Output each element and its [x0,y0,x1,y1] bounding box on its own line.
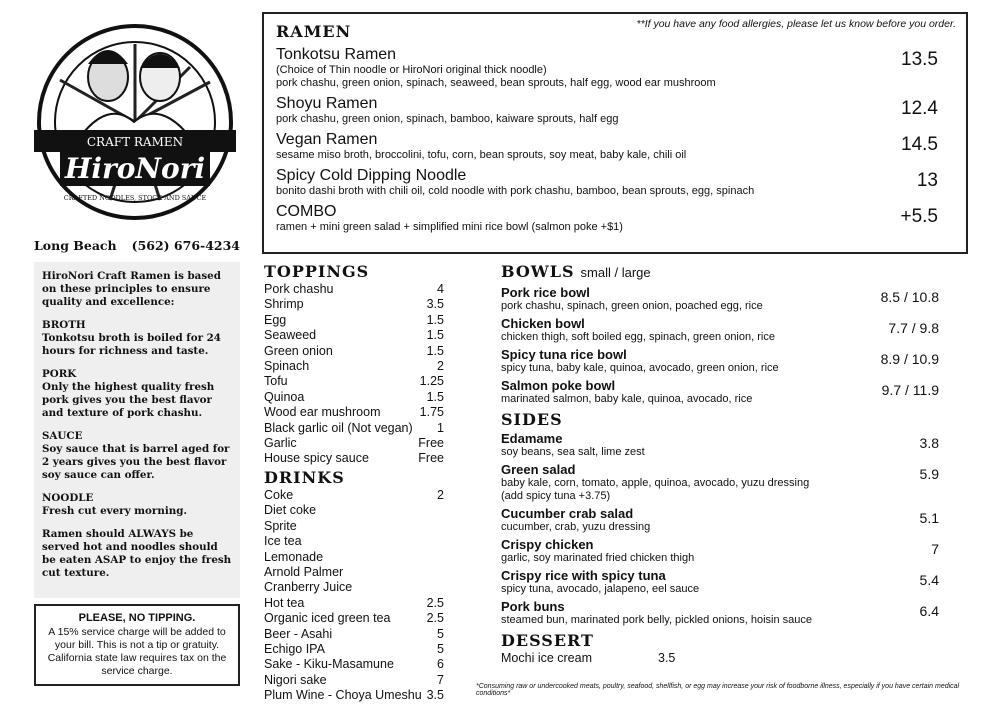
drink-row [264,596,444,611]
location-bar [34,238,240,253]
menu-item [276,166,954,198]
about-text: Soy sauce that is barrel aged for 2 years gives you the best flavor soy sauce can offer. [42,443,230,481]
menu-item [501,347,941,375]
item-name: Cucumber crab salad [501,506,634,521]
item-name: Spicy Cold Dipping Noodle [276,167,467,184]
topping-row [264,436,444,451]
bowls-title: BOWLS [501,262,575,281]
drink-price: 6 [437,657,444,672]
item-name: Edamame [501,431,563,446]
item-note: (Choice of Thin noodle or HiroNori original thick noodle) [276,64,547,76]
drink-row [264,565,444,580]
drink-name: Ice tea [264,534,302,549]
logo-name: HiroNori [64,152,206,185]
drink-row [264,580,444,595]
dessert-price: 3.5 [658,651,676,665]
item-price: 5.1 [919,510,939,526]
item-price: 5.9 [919,466,939,482]
item-desc-extra: (add spicy tuna +3.75) [501,490,611,502]
topping-name: Garlic [264,436,297,451]
item-name: Spicy tuna rice bowl [501,347,627,362]
topping-price: 3.5 [426,297,444,312]
item-name: Green salad [501,462,576,477]
item-name: Shoyu Ramen [276,95,378,112]
item-name: Crispy chicken [501,537,594,552]
ramen-title: RAMEN [276,22,352,41]
topping-row [264,297,444,312]
drink-price: 7 [437,672,444,687]
drink-name: Hot tea [264,595,305,610]
topping-name: Wood ear mushroom [264,405,381,420]
topping-row [264,421,444,436]
drink-name: Coke [264,487,294,502]
bowls-subtitle: small / large [580,265,651,280]
about-text: Tonkotsu broth is boiled for 24 hours for richness and taste. [42,332,221,357]
item-desc: spicy tuna, baby kale, quinoa, avocado, green onion, rice [501,362,779,374]
topping-price: 1.5 [426,389,444,404]
about-section [42,492,232,518]
item-price: 13 [916,170,938,191]
menu-item [501,506,941,534]
topping-name: Black garlic oil (Not vegan) [264,420,413,435]
item-desc: marinated salmon, baby kale, quinoa, avocado, rice [501,393,753,405]
drink-row [264,503,444,518]
menu-item [501,568,941,596]
item-name: Pork buns [501,599,565,614]
item-desc: bonito dashi broth with chili oil, cold noodle with pork chashu, bamboo, bean sprouts, egg, spinach [276,185,755,197]
drink-price: 2 [437,487,444,502]
logo [30,22,240,222]
drink-row [264,657,444,672]
item-desc: steamed bun, marinated pork belly, pickled onions, hoisin sauce [501,614,813,626]
item-price: 7.7 / 9.8 [888,320,939,336]
toppings-drinks-column [264,262,444,704]
menu-item [501,378,941,406]
topping-price: Free [418,451,444,466]
topping-name: Shrimp [264,297,304,312]
menu-item [276,94,954,126]
topping-price: 1.75 [419,405,444,420]
menu-item [501,599,941,627]
drink-name: Beer - Asahi [264,626,333,641]
menu-item [501,285,941,313]
dessert-item [501,650,941,666]
about-panel [34,262,240,598]
item-desc: pork chashu, green onion, spinach, seaweed, bean sprouts, half egg, wood ear mushroom [276,77,716,89]
no-tipping-title: PLEASE, NO TIPPING. [78,612,196,624]
about-section [42,430,232,482]
menu-item [276,202,954,234]
topping-price: Free [418,436,444,451]
item-price: 3.8 [919,435,939,451]
topping-price: 1 [437,420,444,435]
drink-name: Echigo IPA [264,641,325,656]
item-price: 14.5 [901,134,938,155]
item-price: 5.4 [919,572,939,588]
location-city: Long Beach [34,238,117,253]
topping-price: 4 [437,282,444,296]
about-intro: HiroNori Craft Ramen is based on these principles to ensure quality and excellence: [42,270,221,308]
menu-item [276,130,954,162]
drink-name: Plum Wine - Choya Umeshu [264,688,422,703]
topping-row [264,390,444,405]
drink-name: Lemonade [264,549,324,564]
drink-row [264,534,444,549]
menu-item [501,462,941,503]
toppings-list [264,282,444,467]
location-phone: (562) 676-4234 [131,238,240,253]
ramen-section [262,12,968,254]
item-desc: pork chashu, green onion, spinach, bamboo, kaiware sprouts, half egg [276,113,619,125]
item-desc: spicy tuna, avocado, jalapeno, eel sauce [501,583,700,595]
item-price: 12.4 [901,98,938,119]
drink-price: 5 [437,626,444,641]
topping-row [264,313,444,328]
drink-price: 3.5 [426,688,444,703]
no-tipping-notice [34,604,240,686]
topping-price: 2 [437,359,444,374]
item-desc: garlic, soy marinated fried chicken thigh [501,552,695,564]
drink-row [264,488,444,503]
no-tipping-text: A 15% service charge will be added to your bill. This is not a tip or gratuity. California state law requires tax on the service charge. [47,626,227,677]
topping-name: Green onion [264,343,333,358]
item-desc: sesame miso broth, broccolini, tofu, corn, bean sprouts, soy meat, baby kale, chili oil [276,149,687,161]
item-price: 13.5 [901,49,938,70]
item-name: Salmon poke bowl [501,378,616,393]
about-heading: BROTH [42,319,86,331]
topping-row [264,344,444,359]
drink-name: Diet coke [264,503,317,518]
topping-name: Spinach [264,359,310,374]
drink-price: 2.5 [426,595,444,610]
about-heading: SAUCE [42,430,83,442]
drink-row [264,611,444,626]
drinks-list [264,488,444,704]
logo-ring-text: CRAFTED NOODLES, STOCK AND SAUCE [63,194,207,202]
drink-price: 2.5 [426,611,444,626]
item-name: COMBO [276,203,337,220]
topping-name: Tofu [264,374,288,389]
sides-list [501,431,941,627]
food-safety-disclaimer: *Consuming raw or undercooked meats, poultry, seafood, shellfish, or egg may increase your risk of foodborne illness, especially if you have certain medical conditions* [476,683,960,697]
sides-title: SIDES [501,410,563,429]
bowls-sides-column [501,262,941,666]
drink-name: Organic iced green tea [264,611,391,626]
drinks-title: DRINKS [264,467,345,487]
topping-row [264,359,444,374]
toppings-title: TOPPINGS [264,262,370,281]
item-name: Crispy rice with spicy tuna [501,568,666,583]
about-text: Fresh cut every morning. [42,505,188,517]
topping-row [264,328,444,343]
hironori-logo-art [30,22,240,222]
topping-price: 1.5 [426,328,444,343]
menu-item [501,431,941,459]
about-heading: PORK [42,368,77,380]
topping-row [264,282,444,297]
item-desc: baby kale, corn, tomato, apple, quinoa, avocado, yuzu dressing [501,477,810,489]
menu-item [501,537,941,565]
topping-name: Seaweed [264,328,317,343]
menu-item [276,45,954,90]
topping-row [264,405,444,420]
item-name: Tonkotsu Ramen [276,46,397,63]
item-price: 8.5 / 10.8 [880,289,939,305]
dessert-title: DESSERT [501,631,594,650]
about-section [42,368,232,420]
menu-item [501,316,941,344]
drink-name: Sprite [264,518,297,533]
item-desc: cucumber, crab, yuzu dressing [501,521,651,533]
item-price: 8.9 / 10.9 [880,351,939,367]
item-desc: soy beans, sea salt, lime zest [501,446,645,458]
item-name: Pork rice bowl [501,285,590,300]
about-heading: NOODLE [42,492,94,504]
item-price: 7 [931,541,939,557]
drink-row [264,688,444,703]
topping-name: House spicy sauce [264,451,369,466]
drink-price: 5 [437,641,444,656]
drink-name: Sake - Kiku-Masamune [264,657,394,672]
topping-row [264,451,444,466]
dessert-name: Mochi ice cream [501,651,592,665]
drink-name: Arnold Palmer [264,564,344,579]
item-price: 9.7 / 11.9 [881,382,939,398]
item-price: 6.4 [919,603,939,619]
item-name: Chicken bowl [501,316,585,331]
bowls-heading [501,262,941,281]
about-section [42,319,232,358]
drink-row [264,627,444,642]
item-desc: ramen + mini green salad + simplified mini rice bowl (salmon poke +$1) [276,221,623,233]
topping-row [264,374,444,389]
item-price: +5.5 [900,206,938,227]
topping-name: Pork chashu [264,282,334,296]
bowls-list [501,285,941,406]
topping-price: 1.25 [419,374,444,389]
drink-name: Nigori sake [264,672,327,687]
item-desc: pork chashu, spinach, green onion, poached egg, rice [501,300,763,312]
topping-name: Quinoa [264,389,305,404]
drink-row [264,550,444,565]
about-text: Only the highest quality fresh pork gives you the best flavor and texture of pork chashu. [42,381,215,419]
logo-tagline: CRAFT RAMEN [86,135,184,149]
drink-name: Cranberry Juice [264,580,353,595]
topping-price: 1.5 [426,312,444,327]
topping-name: Egg [264,312,287,327]
topping-price: 1.5 [426,343,444,358]
about-closing: Ramen should ALWAYS be served hot and noodles should be eaten ASAP to enjoy the fresh cut texture. [42,528,232,579]
drink-row [264,519,444,534]
item-name: Vegan Ramen [276,131,378,148]
item-desc: chicken thigh, soft boiled egg, spinach, green onion, rice [501,331,775,343]
drink-row [264,642,444,657]
drink-row [264,673,444,688]
allergy-note: **If you have any food allergies, please let us know before you order. [636,18,956,30]
